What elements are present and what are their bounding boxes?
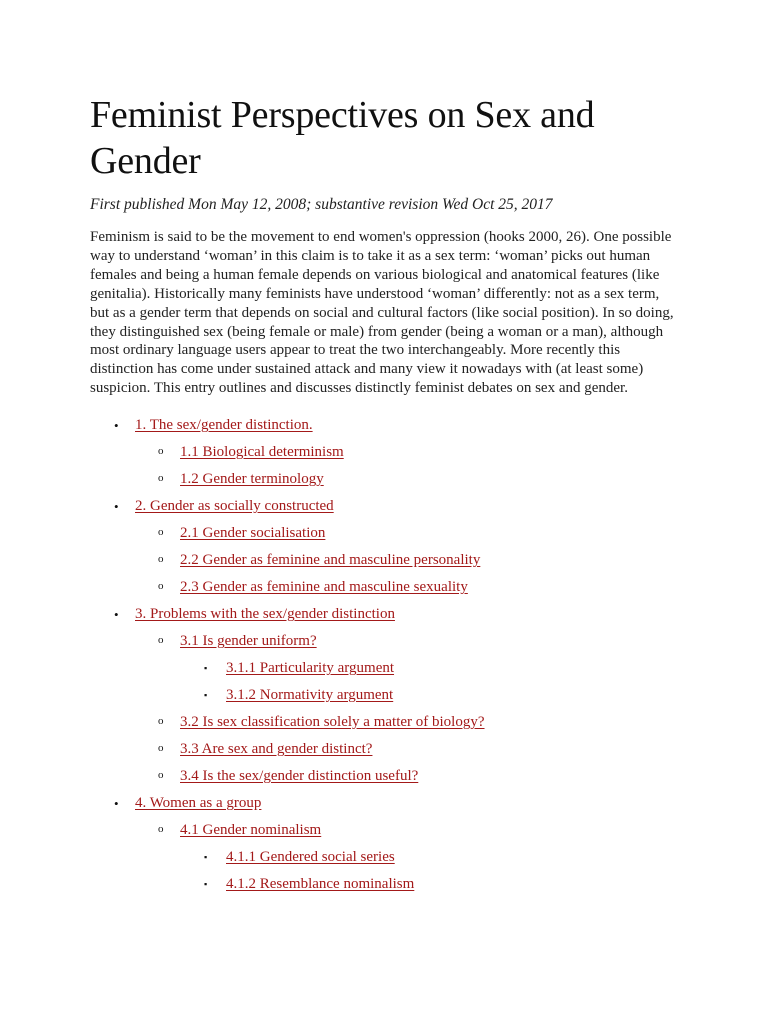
toc-item-3-4 <box>90 767 676 785</box>
toc-item-3-1-2 <box>90 686 676 704</box>
toc-item-3-3 <box>90 740 676 758</box>
table-of-contents <box>90 416 676 893</box>
toc-item-1 <box>90 416 676 434</box>
bullet-icon: • <box>114 418 119 434</box>
square-bullet-icon: ▪ <box>204 690 208 701</box>
toc-link-2-1[interactable]: 2.1 Gender socialisation <box>180 525 326 542</box>
toc-link-3-1-1[interactable]: 3.1.1 Particularity argument <box>226 660 395 677</box>
bullet-icon: • <box>114 796 119 812</box>
toc-item-4-1-2 <box>90 875 676 893</box>
toc-item-2-3 <box>90 578 676 596</box>
square-bullet-icon: ▪ <box>204 879 208 890</box>
bullet-icon: • <box>114 499 119 515</box>
toc-link-4-1-2[interactable]: 4.1.2 Resemblance nominalism <box>226 876 415 893</box>
bullet-icon: • <box>114 607 119 623</box>
toc-item-3-1 <box>90 632 676 650</box>
toc-link-3-4[interactable]: 3.4 Is the sex/gender distinction useful? <box>180 768 419 785</box>
toc-item-1-1 <box>90 443 676 461</box>
toc-link-3-1[interactable]: 3.1 Is gender uniform? <box>180 633 317 650</box>
toc-item-1-2 <box>90 470 676 488</box>
intro-paragraph: Feminism is said to be the movement to end women's oppression (hooks 2000, 26). One possible way to understand ‘woman’ in this claim is to take it as a sex term: ‘woman’ picks out human females and being a human female depends on various biological and anatomical features (like genitalia). Historically many feminists have understood ‘woman’ differently: not as a sex term, but as a gender term that depends on social and cultural factors (like social position). In so doing, they distinguished sex (being female or male) from gender (being a woman or a man), although most ordinary language users appear to treat the two interchangeably. More recently this distinction has come under sustained attack and many view it nowadays with (at least some) suspicion. This entry outlines and discusses distinctly feminist debates on sex and gender. <box>90 229 674 397</box>
toc-item-3 <box>90 605 676 623</box>
toc-link-2[interactable]: 2. Gender as socially constructed <box>135 498 334 515</box>
toc-item-4-1 <box>90 821 676 839</box>
toc-link-4-1[interactable]: 4.1 Gender nominalism <box>180 822 322 839</box>
toc-link-2-3[interactable]: 2.3 Gender as feminine and masculine sexuality <box>180 579 468 596</box>
toc-link-1-2[interactable]: 1.2 Gender terminology <box>180 471 324 488</box>
circle-bullet-icon: o <box>158 742 164 755</box>
circle-bullet-icon: o <box>158 553 164 566</box>
toc-link-1[interactable]: 1. The sex/gender distinction. <box>135 417 313 434</box>
circle-bullet-icon: o <box>158 715 164 728</box>
page-title: Feminist Perspectives on Sex and Gender <box>90 94 595 182</box>
toc-item-3-2 <box>90 713 676 731</box>
toc-link-1-1[interactable]: 1.1 Biological determinism <box>180 444 344 461</box>
circle-bullet-icon: o <box>158 472 164 485</box>
toc-link-3-2[interactable]: 3.2 Is sex classification solely a matter of biology? <box>180 714 485 731</box>
toc-link-4-1-1[interactable]: 4.1.1 Gendered social series <box>226 849 395 866</box>
circle-bullet-icon: o <box>158 445 164 458</box>
toc-link-3[interactable]: 3. Problems with the sex/gender distinction <box>135 606 395 623</box>
toc-item-2-1 <box>90 524 676 542</box>
toc-item-2-2 <box>90 551 676 569</box>
circle-bullet-icon: o <box>158 823 164 836</box>
toc-item-3-1-1 <box>90 659 676 677</box>
square-bullet-icon: ▪ <box>204 852 208 863</box>
toc-link-2-2[interactable]: 2.2 Gender as feminine and masculine personality <box>180 552 481 569</box>
toc-link-3-1-2[interactable]: 3.1.2 Normativity argument <box>226 687 394 704</box>
square-bullet-icon: ▪ <box>204 663 208 674</box>
circle-bullet-icon: o <box>158 634 164 647</box>
toc-item-2 <box>90 497 676 515</box>
circle-bullet-icon: o <box>158 580 164 593</box>
toc-link-3-3[interactable]: 3.3 Are sex and gender distinct? <box>180 741 373 758</box>
publication-meta: First published Mon May 12, 2008; substantive revision Wed Oct 25, 2017 <box>90 196 553 213</box>
toc-item-4-1-1 <box>90 848 676 866</box>
toc-item-4 <box>90 794 676 812</box>
toc-link-4[interactable]: 4. Women as a group <box>135 795 262 812</box>
circle-bullet-icon: o <box>158 526 164 539</box>
circle-bullet-icon: o <box>158 769 164 782</box>
